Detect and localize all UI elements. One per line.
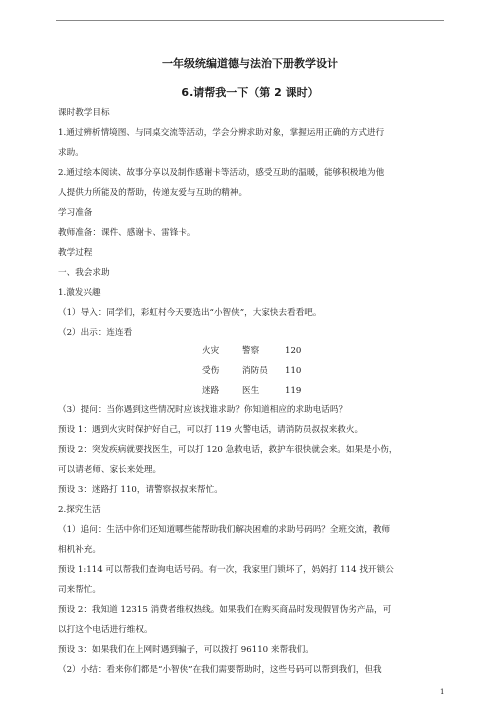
text-line: 教师准备：课件、感谢卡、雷锋卡。 — [58, 228, 196, 238]
text-line: 预设 3：如果我们在上网时遇到骗子，可以拨打 96110 来帮我们。 — [58, 645, 314, 655]
text-line: 求助。 — [58, 148, 84, 158]
text-line: 预设 1：遇到火灾时保护好自己，可以打 119 火警电话，请消防员叔叔来救火。 — [58, 425, 364, 435]
text-line: 以打这个电话进行维权。 — [58, 625, 153, 635]
text-line: 一、我会求助 — [58, 268, 110, 278]
match-cell: 119 — [285, 386, 302, 396]
text-line: （2）小结：看来你们都是“小智侠”在我们需要帮助时，这些号码可以帮到我们，但我 — [58, 665, 382, 675]
text-line: 1.通过辨析情境图、与同桌交流等活动，学会分辨求助对象，掌握运用正确的方式进行 — [58, 128, 385, 138]
match-cell: 110 — [285, 366, 302, 376]
document-title: 一年级统编道德与法治下册教学设计 — [162, 57, 338, 70]
text-line: 预设 2：我知道 12315 消费者维权热线。如果我们在购买商品时发现假冒伪劣产品，可 — [58, 605, 392, 615]
text-line: （1）导入：同学们，彩虹村今天要选出“小智侠”，大家快去看看吧。 — [58, 308, 322, 318]
match-cell: 迷路 — [202, 386, 220, 396]
page-number: 1 — [440, 688, 445, 696]
text-line: 2.探究生活 — [58, 505, 101, 515]
text-line: 2.通过绘本阅读、故事分享以及制作感谢卡等活动，感受互助的温暖，能够积极地为他 — [58, 168, 385, 178]
text-line: 1.激发兴趣 — [58, 288, 101, 298]
match-cell: 警察 — [242, 346, 260, 356]
text-line: 相机补充。 — [58, 545, 101, 555]
text-line: 预设 2：突发疾病就要找医生，可以打 120 急救电话，救护车很快就会来。如果是小伤， — [58, 445, 398, 455]
text-line: 预设 3：迷路打 110，请警察叔叔来帮忙。 — [58, 485, 223, 495]
text-line: （2）出示：连连看 — [58, 328, 133, 338]
text-line: （1）追问：生活中你们还知道哪些能帮助我们解决困难的求助号码吗？全班交流，教师 — [58, 525, 391, 535]
text-line: 司来帮忙。 — [58, 585, 101, 595]
match-cell: 医生 — [242, 386, 260, 396]
text-line: 学习准备 — [58, 208, 93, 218]
match-cell: 消防员 — [242, 366, 268, 376]
text-line: 课时教学目标 — [58, 108, 110, 118]
text-line: 预设 1:114 可以帮我们查询电话号码。有一次，我家里门锁坏了，妈妈打 114 找开锁公 — [58, 565, 394, 575]
text-line: （3）提问：当你遇到这些情况时应该找谁求助？你知道相应的求助电话吗？ — [58, 405, 348, 415]
lesson-subtitle: 6.请帮我一下（第 2 课时） — [181, 86, 319, 99]
match-cell: 120 — [285, 346, 302, 356]
text-line: 可以请老师、家长来处理。 — [58, 465, 162, 475]
text-line: 教学过程 — [58, 248, 93, 258]
header-rule — [56, 20, 444, 21]
match-cell: 火灾 — [202, 346, 220, 356]
match-cell: 受伤 — [202, 366, 220, 376]
text-line: 人提供力所能及的帮助，传递友爱与互助的精神。 — [58, 188, 248, 198]
